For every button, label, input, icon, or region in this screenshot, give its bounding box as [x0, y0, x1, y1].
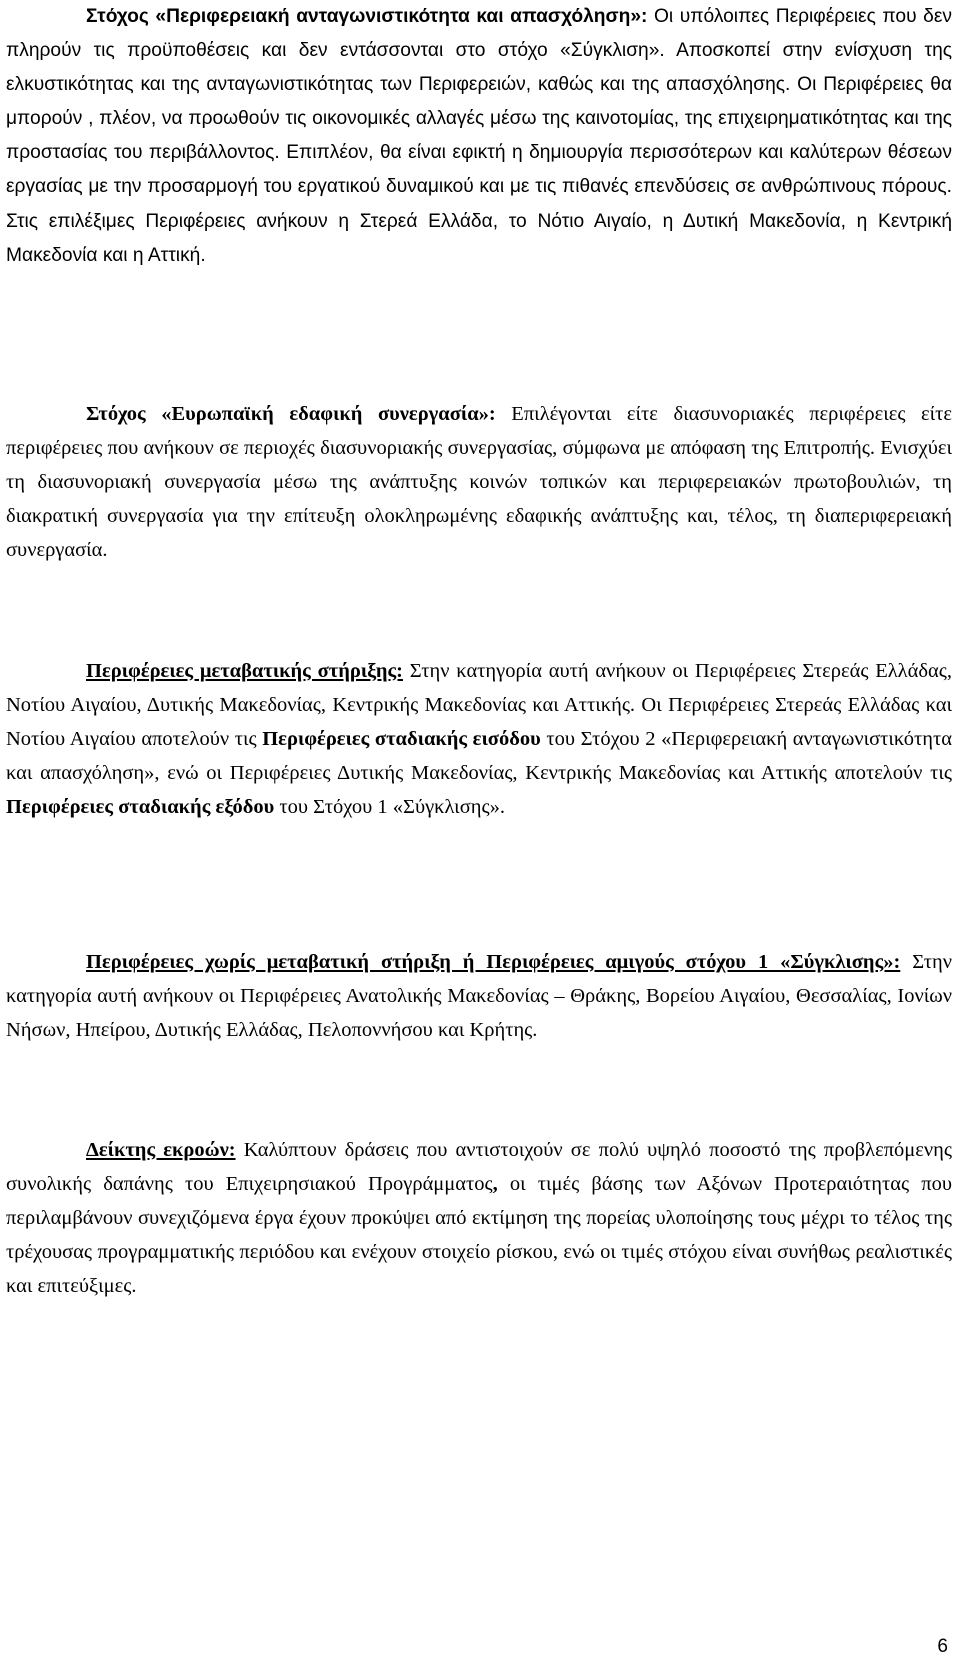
paragraph-transitional-support [6, 654, 952, 824]
paragraph-heading: Δείκτης εκροών: [86, 1139, 236, 1161]
paragraph-output-indicator [6, 1133, 952, 1303]
emphasis-comma: , [492, 1173, 498, 1196]
paragraph-heading: Στόχος «Ευρωπαϊκή εδαφική συνεργασία»: [86, 403, 496, 425]
paragraph-heading: Στόχος «Περιφερειακή ανταγωνιστικότητα και απασχόληση»: [86, 6, 648, 27]
paragraph-text: του Στόχου 1 «Σύγκλισης». [274, 796, 505, 819]
page-number: 6 [937, 1636, 948, 1657]
paragraph-text: Επιλέγονται είτε διασυνοριακές περιφέρειες είτε περιφέρειες που ανήκουν σε περιοχές διασυνοριακής συνεργασίας, σύμφωνα με απόφαση της Επιτροπής. Ενισχύει τη διασυνοριακή συνεργασία μέσω της ανάπτυξης κοινών τοπικών και περιφερειακών πρωτοβουλιών, τη διακρατική συνεργασία για την επίτευξη ολοκληρωμένης εδαφικής ανάπτυξης και, τέλος, τη διαπεριφερειακή συνεργασία. [6, 403, 952, 562]
document-page [6, 0, 952, 1665]
paragraph-text: Στην κατηγορία αυτή ανήκουν οι Περιφέρειες Ανατολικής Μακεδονίας – Θράκης, Βορείου Αιγαίου, Θεσσαλίας, Ιονίων Νήσων, Ηπείρου, Δυτικής Ελλάδας, Πελοποννήσου και Κρήτης. [6, 951, 952, 1042]
paragraph-regional-competitiveness [6, 0, 952, 273]
paragraph-text: οι τιμές βάσης των Αξόνων Προτεραιότητας που περιλαμβάνουν συνεχιζόμενα έργα έχουν προκύψει από εκτίμηση της πορείας υλοποίησης τους μέχρι το τέλος της τρέχουσας προγραμματικής περιόδου και ενέχουν στοιχείο ρίσκου, ενώ οι τιμές στόχου είναι συνήθως ρεαλιστικές και επιτεύξιμες. [6, 1173, 952, 1298]
paragraph-heading: Περιφέρειες μεταβατικής στήριξης: [86, 660, 403, 682]
paragraph-text: του Στόχου 2 «Περιφερειακή ανταγωνιστικότητα και απασχόληση», ενώ οι Περιφέρειες Δυτικής Μακεδονίας, Κεντρικής Μακεδονίας και Αττικής αποτελούν τις [6, 728, 952, 785]
paragraph-text: Καλύπτουν δράσεις που αντιστοιχούν σε πολύ υψηλό ποσοστό της προβλεπόμενης συνολικής δαπάνης του Επιχειρησιακού Προγράμματος [6, 1139, 952, 1196]
emphasis-phasing-out: Περιφέρειες σταδιακής εξόδου [6, 796, 275, 819]
paragraph-heading: Περιφέρειες χωρίς μεταβατική στήριξη ή Περιφέρειες αμιγούς στόχου 1 «Σύγκλισης»: [86, 951, 901, 973]
paragraph-territorial-cooperation [6, 397, 952, 567]
paragraph-text: Στην κατηγορία αυτή ανήκουν οι Περιφέρειες Στερεάς Ελλάδας, Νοτίου Αιγαίου, Δυτικής Μακεδονίας, Κεντρικής Μακεδονίας και Αττικής. Οι Περιφέρειες Στερεάς Ελλάδας και Νοτίου Αιγαίου αποτελούν τις [6, 660, 952, 751]
paragraph-text: Οι υπόλοιπες Περιφέρειες που δεν πληρούν τις προϋποθέσεις και δεν εντάσσονται στο στόχο «Σύγκλιση». Αποσκοπεί στην ενίσχυση της ελκυστικότητας και της ανταγωνιστικότητας των Περιφερειών, καθώς και της απασχόλησης. Οι Περιφέρειες θα μπορούν , πλέον, να προωθούν τις οικονομικές αλλαγές μέσω της καινοτομίας, της επιχειρηματικότητας και της προστασίας του περιβάλλοντος. Επιπλέον, θα είναι εφικτή η δημιουργία περισσότερων και καλύτερων θέσεων εργασίας με την προσαρμογή του εργατικού δυναμικού και με τις πιθανές επενδύσεις σε ανθρώπινους πόρους. Στις επιλέξιμες Περιφέρειες ανήκουν η Στερεά Ελλάδα, το Νότιο Αιγαίο, η Δυτική Μακεδονία, η Κεντρική Μακεδονία και η Αττική. [6, 6, 952, 266]
paragraph-no-transitional-support [6, 945, 952, 1047]
emphasis-phasing-in: Περιφέρειες σταδιακής εισόδου [262, 728, 541, 751]
